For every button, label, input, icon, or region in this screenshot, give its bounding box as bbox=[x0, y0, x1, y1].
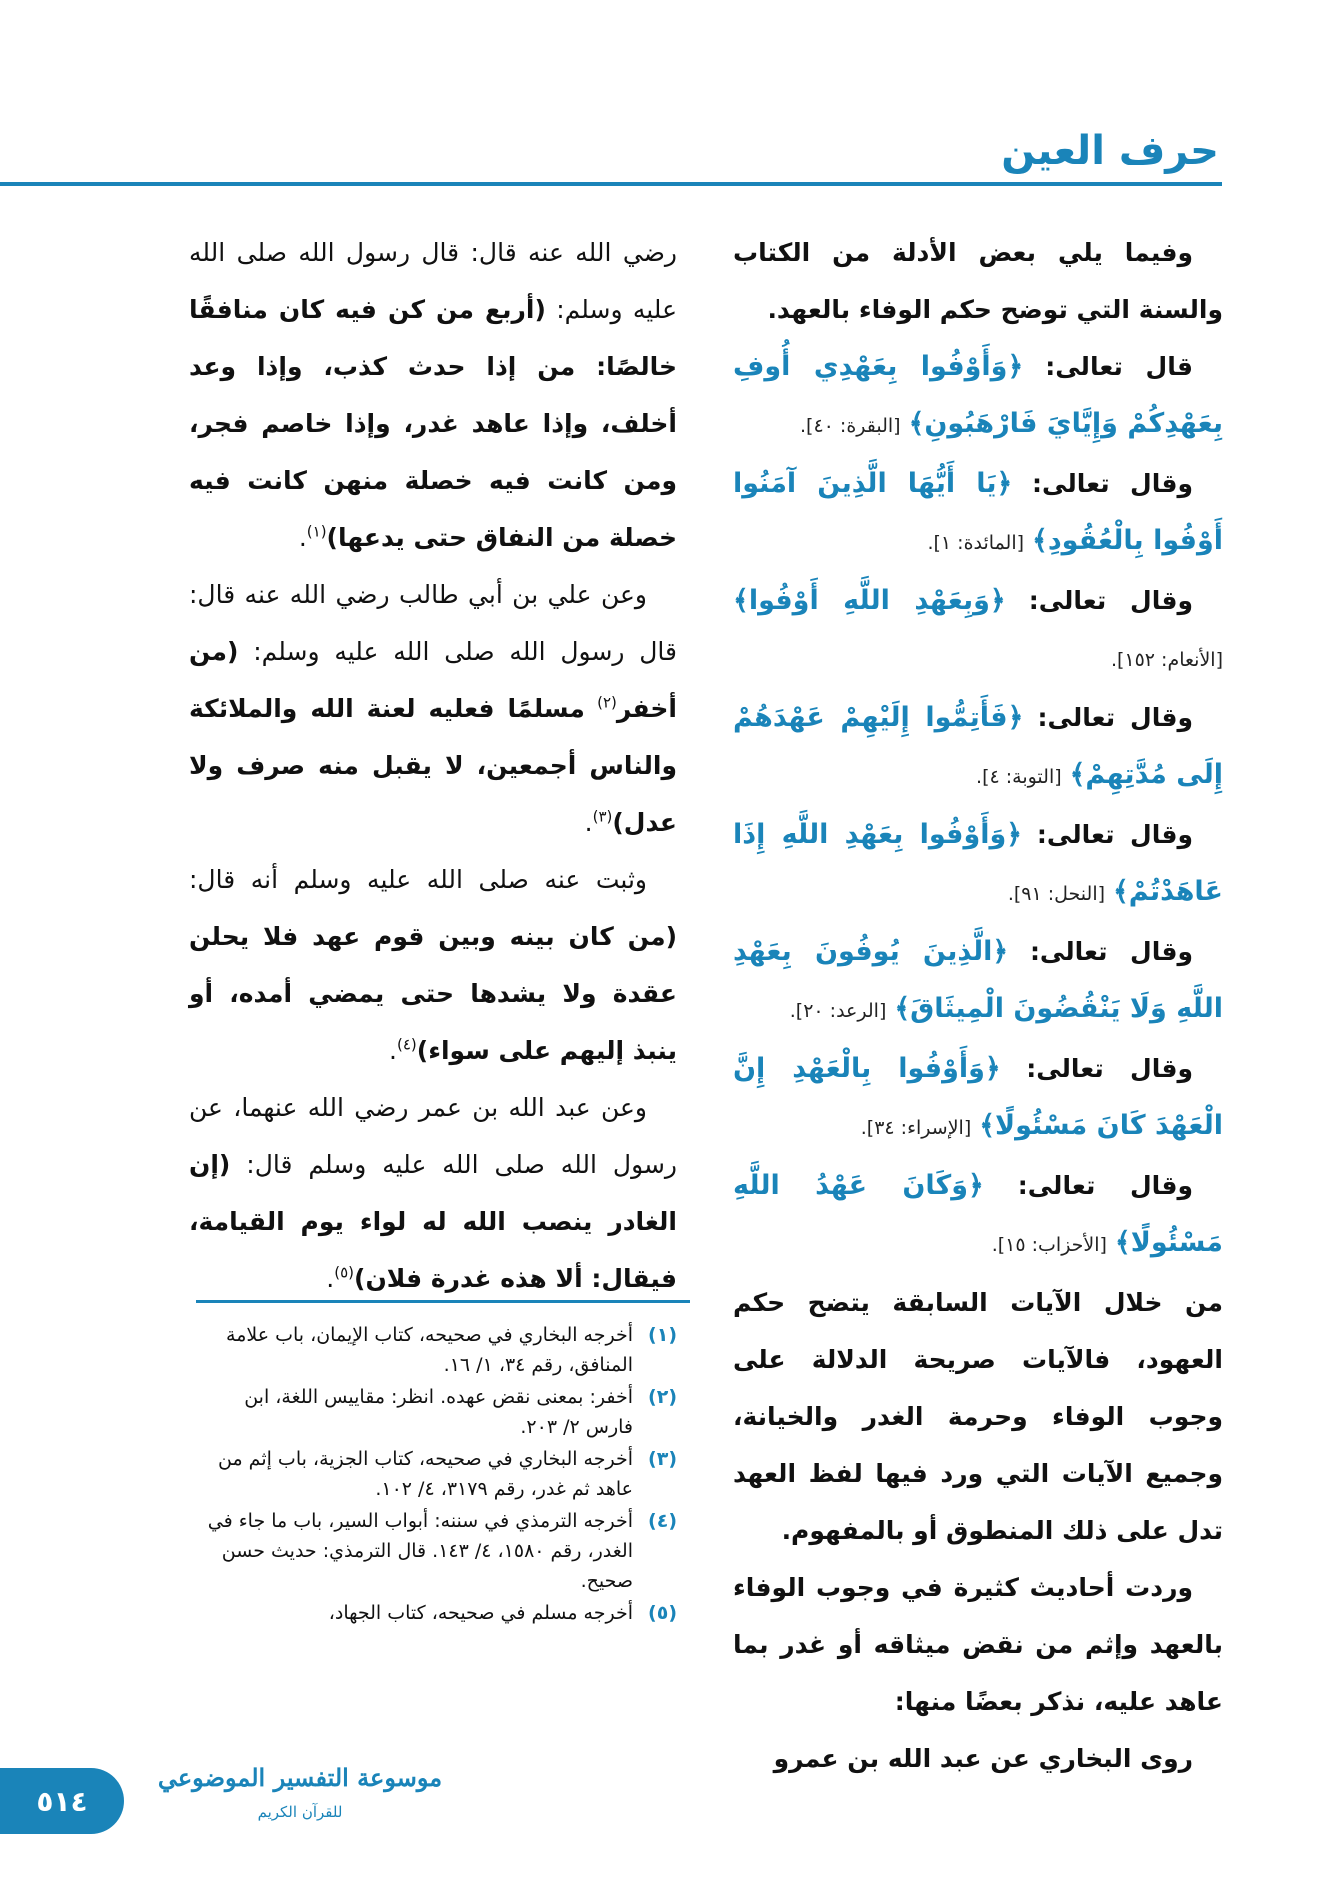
footnote-text: أخرجه البخاري في صحيحه، كتاب الجزية، باب إثم من عاهد ثم غدر، رقم ٣١٧٩، ٤/ ١٠٢. bbox=[218, 1448, 633, 1500]
hadith-quote: (أربع من كن فيه كان منافقًا خالصًا: من إذا حدث كذب، وإذا وعد أخلف، وإذا عاهد غدر، وإذا خاصم فجر، ومن كانت فيه خصلة منهن كانت فيه خصلة من النفاق حتى يدعها) bbox=[189, 295, 677, 552]
page-number-badge bbox=[0, 1768, 124, 1834]
verse-intro: وقال تعالى: bbox=[1028, 586, 1193, 615]
hadith-quote-cont: مسلمًا فعليه لعنة الله والملائكة والناس أجمعين، لا يقبل منه صرف ولا عدل) bbox=[189, 694, 677, 837]
footnote-item bbox=[191, 1598, 677, 1628]
bukhari-intro-paragraph: روى البخاري عن عبد الله بن عمرو bbox=[773, 1744, 1193, 1773]
verse-intro: وقال تعالى: bbox=[1036, 820, 1194, 849]
verse-reference: [الرعد: ٢٠]. bbox=[789, 1000, 887, 1022]
quran-verse: ﴿وَكَانَ عَهْدُ اللَّهِ مَسْئُولًا﴾ bbox=[733, 1170, 1223, 1258]
logo-subtitle: للقرآن الكريم bbox=[257, 1803, 343, 1821]
hadith-narration: وعن عبد الله بن عمر رضي الله عنهما، عن رسول الله صلى الله عليه وسلم قال: bbox=[189, 1093, 677, 1179]
conclusion-paragraph: من خلال الآيات السابقة يتضح حكم العهود، فالآيات صريحة الدلالة على وجوب الوفاء وحرمة الغدر والخيانة، وجميع الآيات التي ورد فيها لفظ العهد تدل على ذلك المنطوق أو بالمفهوم. bbox=[733, 1288, 1223, 1545]
footnote-text: أخرجه البخاري في صحيحه، كتاب الإيمان، باب علامة المنافق، رقم ٣٤، ١/ ١٦. bbox=[226, 1324, 633, 1376]
quran-verse: ﴿فَأَتِمُّوا إِلَيْهِمْ عَهْدَهُمْ إِلَى مُدَّتِهِمْ﴾ bbox=[733, 702, 1223, 790]
verse-reference: [البقرة: ٤٠]. bbox=[800, 415, 901, 437]
intro-text: وفيما يلي بعض الأدلة من الكتاب والسنة التي توضح حكم الوفاء بالعهد. bbox=[733, 238, 1223, 324]
footnote-marker[interactable]: (٤) bbox=[396, 1035, 417, 1054]
quran-verse: ﴿وَأَوْفُوا بِالْعَهْدِ إِنَّ الْعَهْدَ كَانَ مَسْئُولًا﴾ bbox=[733, 1053, 1223, 1141]
verse-reference: [الأحزاب: ١٥]. bbox=[991, 1234, 1107, 1256]
verse-intro: وقال تعالى: bbox=[1032, 469, 1193, 498]
footnote-item bbox=[191, 1382, 677, 1442]
hadith-2 bbox=[189, 566, 677, 851]
verse-item bbox=[733, 1157, 1223, 1274]
footnote-marker[interactable]: (٢) bbox=[597, 693, 617, 712]
verse-reference: [الإسراء: ٣٤]. bbox=[860, 1117, 972, 1139]
footnote-divider bbox=[196, 1300, 690, 1303]
verse-reference: [المائدة: ١]. bbox=[927, 532, 1025, 554]
hadith-narration: رضي الله عنه قال: قال رسول الله صلى الله عليه وسلم: bbox=[189, 238, 678, 324]
hadith-narration: وعن علي بن أبي طالب رضي الله عنه قال: قال رسول الله صلى الله عليه وسلم: bbox=[189, 580, 677, 666]
hadith-quote: (إن الغادر ينصب الله له لواء يوم القيامة، فيقال: ألا هذه غدرة فلان) bbox=[189, 1150, 677, 1293]
left-column bbox=[189, 224, 677, 1307]
hadith-narration: وثبت عنه صلى الله عليه وسلم أنه قال: bbox=[189, 865, 647, 894]
logo-title: موسوعة التفسير الموضوعي bbox=[157, 1763, 443, 1792]
sentence-end: . bbox=[389, 1036, 397, 1065]
verse-intro: وقال تعالى: bbox=[1026, 1054, 1193, 1083]
hadith-4 bbox=[189, 1079, 677, 1307]
footnote-text: أخرجه الترمذي في سننه: أبواب السير، باب ما جاء في الغدر، رقم ١٥٨٠، ٤/ ١٤٣. قال الترمذي: حديث حسن صحيح. bbox=[207, 1510, 633, 1592]
sentence-end: . bbox=[584, 808, 593, 837]
quran-verse: ﴿وَبِعَهْدِ اللَّهِ أَوْفُوا﴾ bbox=[733, 585, 1006, 616]
section-title: حرف العين bbox=[1001, 128, 1219, 174]
footnotes-section bbox=[191, 1320, 677, 1630]
verse-item bbox=[733, 806, 1223, 923]
footnote-item bbox=[191, 1320, 677, 1380]
footnote-number: (٣) bbox=[648, 1448, 677, 1470]
verse-reference: [التوبة: ٤]. bbox=[976, 766, 1062, 788]
verse-item bbox=[733, 1040, 1223, 1157]
footnote-item bbox=[191, 1506, 677, 1596]
quran-verse: ﴿وَأَوْفُوا بِعَهْدِ اللَّهِ إِذَا عَاهَدْتُمْ﴾ bbox=[733, 819, 1223, 907]
footnote-text: أخرجه مسلم في صحيحه، كتاب الجهاد، bbox=[328, 1602, 633, 1624]
verse-item bbox=[733, 689, 1223, 806]
verse-reference: [النحل: ٩١]. bbox=[1007, 883, 1106, 905]
hadith-quote: (من أخفر bbox=[189, 637, 677, 723]
footnote-number: (٥) bbox=[648, 1602, 677, 1624]
footnote-text: أخفر: بمعنى نقض عهده. انظر: مقاييس اللغة، ابن فارس ٢/ ٢٠٣. bbox=[244, 1386, 633, 1438]
footnote-marker[interactable]: (٣) bbox=[592, 807, 613, 826]
quran-verse: ﴿وَأَوْفُوا بِعَهْدِي أُوفِ بِعَهْدِكُمْ وَإِيَّايَ فَارْهَبُونِ﴾ bbox=[733, 351, 1223, 439]
encyclopedia-logo bbox=[150, 1756, 450, 1846]
verse-item bbox=[733, 338, 1223, 455]
header-divider bbox=[0, 182, 1222, 186]
quran-verse: ﴿يَا أَيُّهَا الَّذِينَ آمَنُوا أَوْفُوا بِالْعُقُودِ﴾ bbox=[733, 468, 1223, 556]
footnote-number: (٢) bbox=[648, 1386, 677, 1408]
verse-item bbox=[733, 455, 1223, 572]
verse-intro: وقال تعالى: bbox=[1037, 703, 1193, 732]
hadith-3 bbox=[189, 851, 677, 1079]
intro-paragraph bbox=[733, 224, 1223, 338]
hadith-quote: (من كان بينه وبين قوم عهد فلا يحلن عقدة ولا يشدها حتى يمضي أمده، أو ينبذ إليهم على سواء) bbox=[189, 922, 677, 1065]
quran-verse: ﴿الَّذِينَ يُوفُونَ بِعَهْدِ اللَّهِ وَلَا يَنْقُضُونَ الْمِيثَاقَ﴾ bbox=[733, 936, 1223, 1024]
verse-intro: وقال تعالى: bbox=[1017, 1171, 1193, 1200]
footnote-marker[interactable]: (٥) bbox=[334, 1263, 355, 1282]
verse-intro: قال تعالى: bbox=[1045, 352, 1194, 381]
sentence-end: . bbox=[298, 523, 307, 552]
footnote-number: (٤) bbox=[648, 1510, 677, 1532]
footnote-marker[interactable]: (١) bbox=[306, 522, 327, 541]
hadith-1 bbox=[189, 224, 677, 566]
footnote-number: (١) bbox=[648, 1324, 677, 1346]
right-column bbox=[733, 224, 1223, 1787]
footnote-item bbox=[191, 1444, 677, 1504]
sentence-end: . bbox=[326, 1264, 335, 1293]
verse-item bbox=[733, 572, 1223, 689]
verse-item bbox=[733, 923, 1223, 1040]
verse-intro: وقال تعالى: bbox=[1029, 937, 1193, 966]
hadith-intro-paragraph: وردت أحاديث كثيرة في وجوب الوفاء بالعهد وإثم من نقض ميثاقه أو غدر بما عاهد عليه، نذكر بعضًا منها: bbox=[733, 1573, 1223, 1716]
page-number: ٥١٤ bbox=[36, 1784, 88, 1818]
verse-reference: [الأنعام: ١٥٢]. bbox=[1110, 649, 1223, 671]
